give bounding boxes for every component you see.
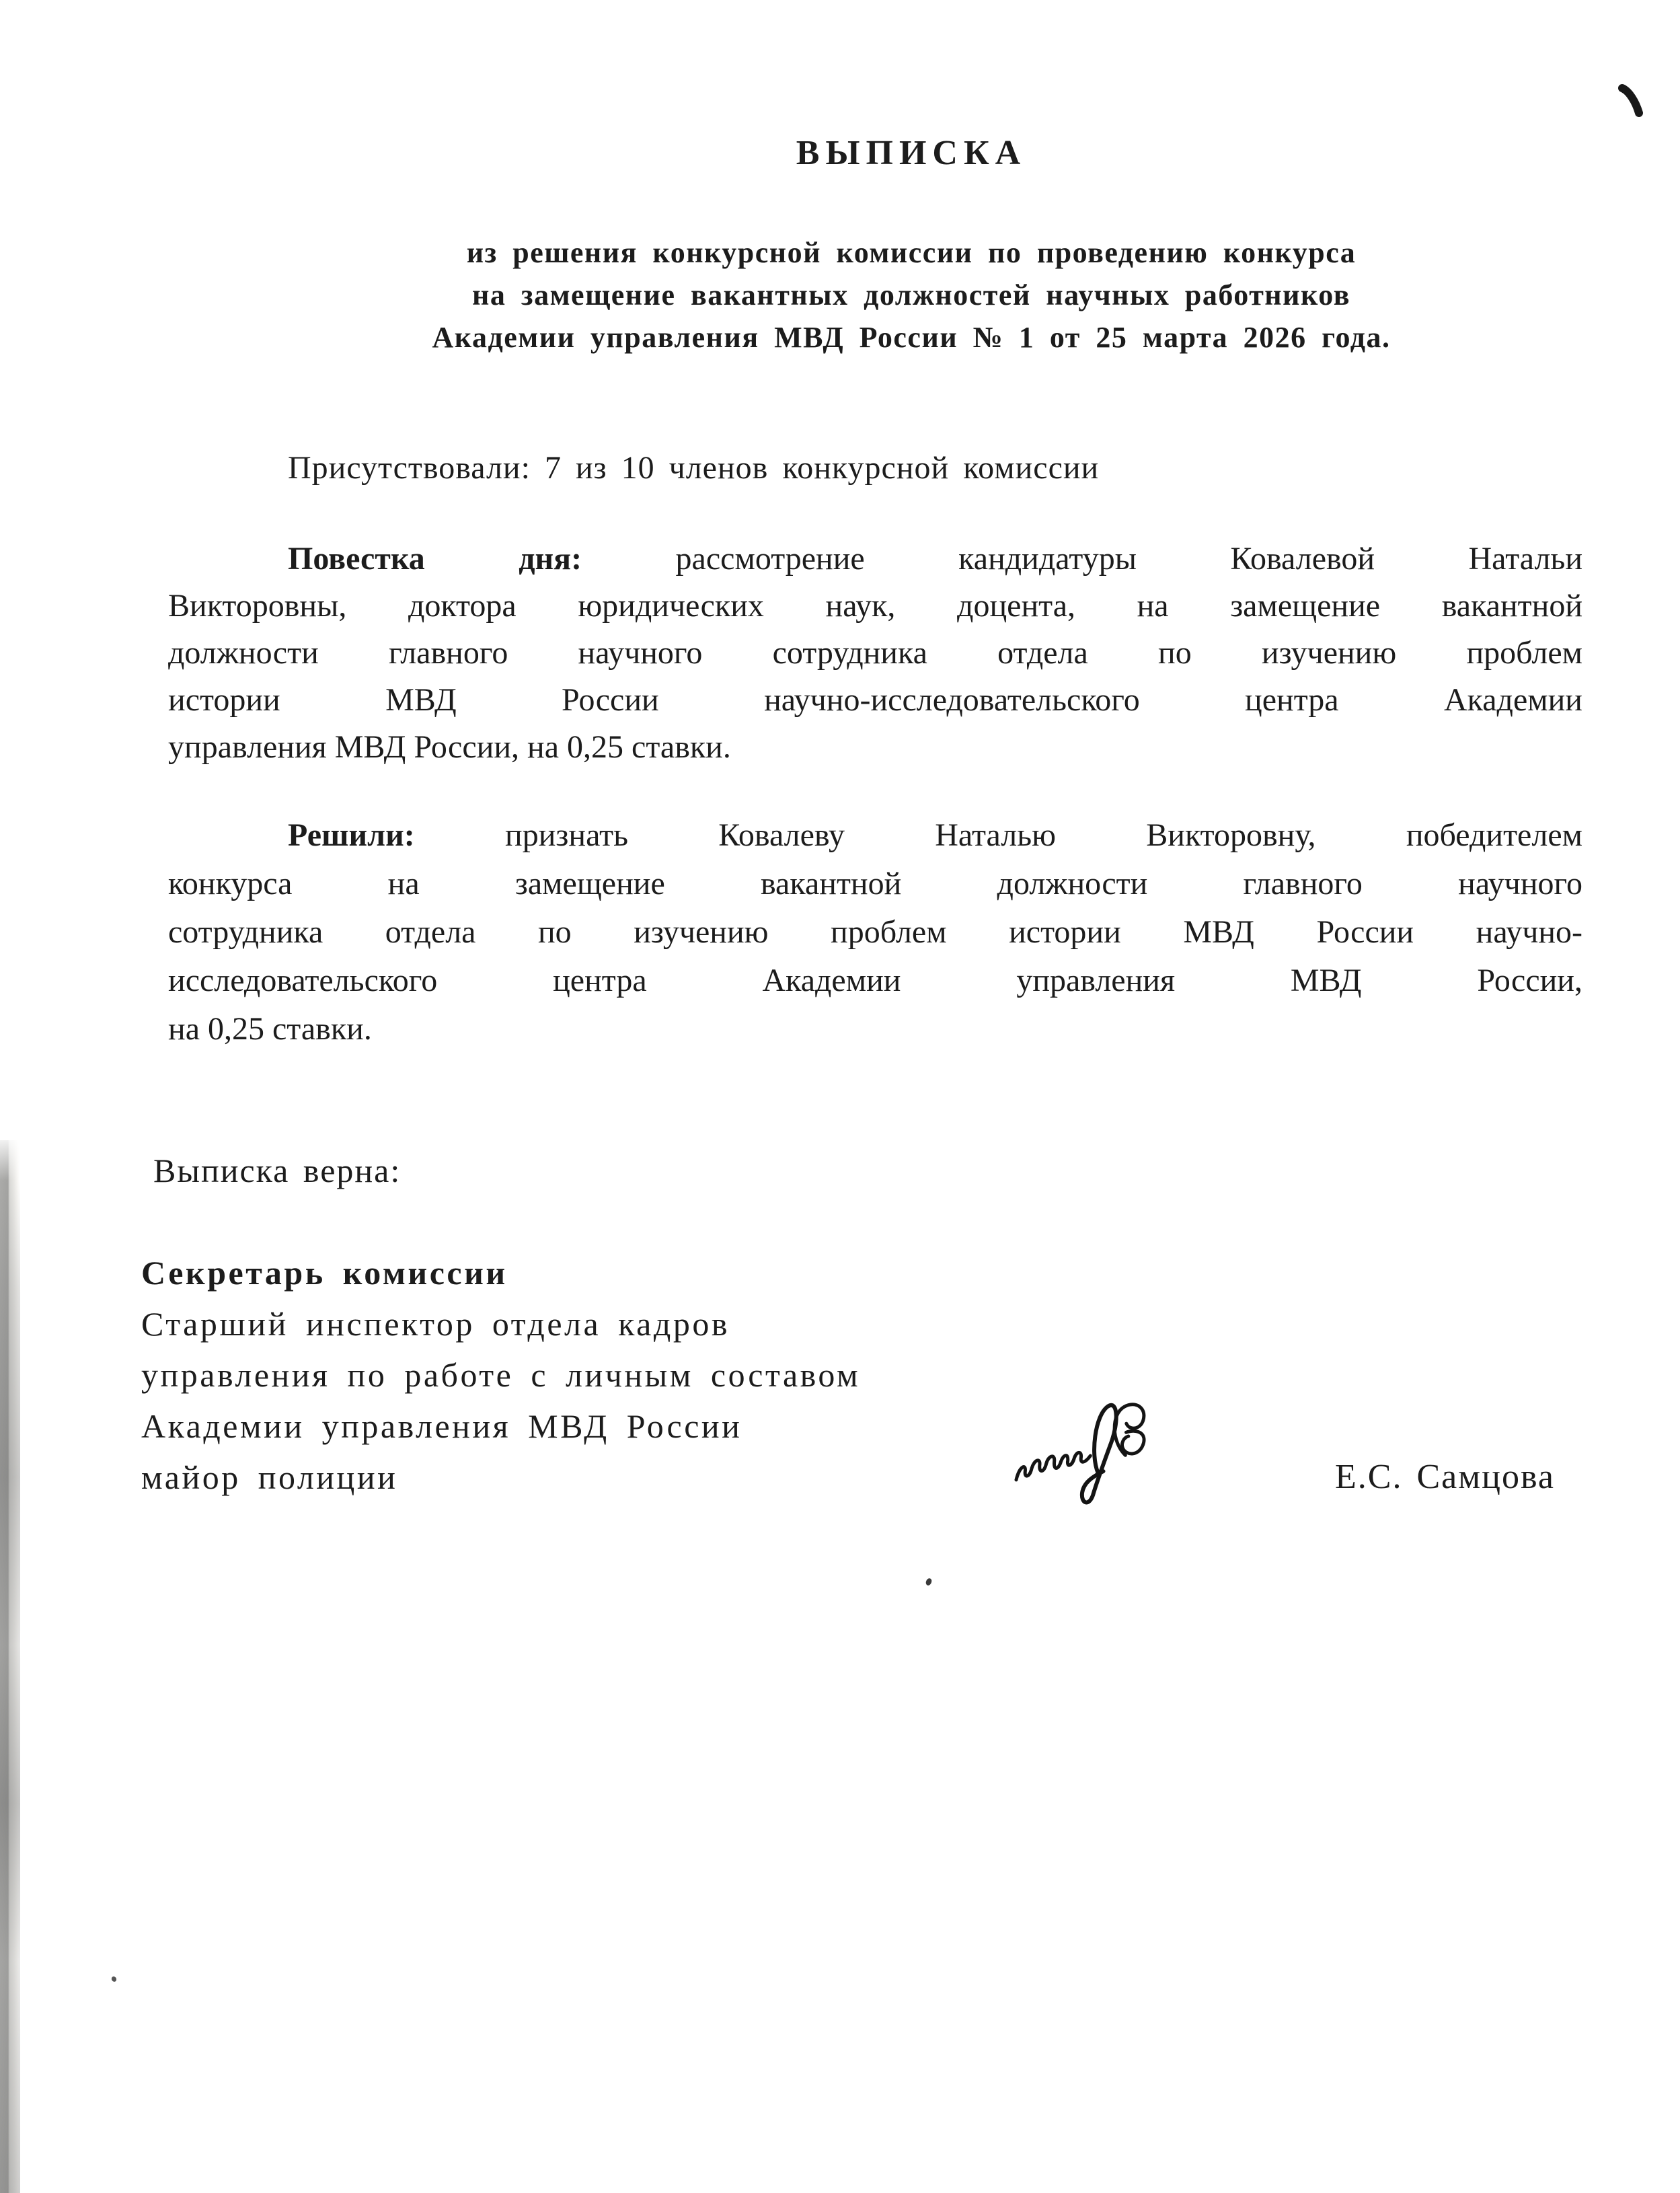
scan-edge-strip-artifact xyxy=(0,1140,20,2193)
signatory-name: Е.С. Самцова xyxy=(1335,1458,1555,1496)
decision-line-4: исследовательского центра Академии управления МВД России, xyxy=(168,963,1582,998)
agenda-line-3: должности главного научного сотрудника отдела по изучению проблем xyxy=(168,635,1582,671)
handwritten-signature-icon xyxy=(1003,1385,1231,1518)
agenda-label: Повестка дня: xyxy=(288,541,582,577)
decision-line-3: сотрудника отдела по изучению проблем истории МВД России научно- xyxy=(168,914,1582,950)
agenda-line-5: управления МВД России, на 0,25 ставки. xyxy=(168,729,731,765)
signatory-role-line-2: управления по работе с личным составом xyxy=(141,1356,861,1394)
decision-paragraph xyxy=(168,811,1582,1053)
certification-line: Выписка верна: xyxy=(153,1152,402,1189)
decision-line-1 xyxy=(168,811,1582,860)
signatory-block xyxy=(141,1247,860,1503)
document-subtitle xyxy=(239,231,1584,359)
subtitle-line-1: из решения конкурсной комиссии по проведению конкурса xyxy=(466,236,1357,269)
decision-line-2: конкурса на замещение вакантной должности главного научного xyxy=(168,866,1582,901)
agenda-line-1-text: рассмотрение кандидатуры Ковалевой Натальи xyxy=(675,541,1583,577)
decision-line-5: на 0,25 ставки. xyxy=(168,1011,372,1047)
agenda-line-2: Викторовны, доктора юридических наук, доцента, на замещение вакантной xyxy=(168,588,1582,624)
signatory-role-title: Секретарь комиссии xyxy=(141,1254,508,1292)
signatory-role-line-3: Академии управления МВД России xyxy=(141,1407,742,1445)
ink-speck-artifact xyxy=(110,1976,117,1982)
decision-label: Решили: xyxy=(288,817,415,853)
signatory-role-line-1: Старший инспектор отдела кадров xyxy=(141,1305,730,1343)
subtitle-line-3: Академии управления МВД России № 1 от 25 марта 2026 года. xyxy=(432,321,1391,354)
subtitle-line-2: на замещение вакантных должностей научных работников xyxy=(472,278,1350,311)
attendance-line: Присутствовали: 7 из 10 членов конкурсной комиссии xyxy=(288,450,1100,486)
ink-speck-artifact xyxy=(925,1577,933,1586)
decision-line-1-text: признать Ковалеву Наталью Викторовну, победителем xyxy=(505,817,1582,853)
signatory-role-line-4: майор полиции xyxy=(141,1458,398,1496)
agenda-line-1 xyxy=(168,535,1582,583)
agenda-line-4: истории МВД России научно-исследовательского центра Академии xyxy=(168,682,1582,718)
ink-mark-artifact xyxy=(1617,83,1646,120)
document-title: ВЫПИСКА xyxy=(796,134,1027,172)
agenda-paragraph xyxy=(168,535,1582,771)
